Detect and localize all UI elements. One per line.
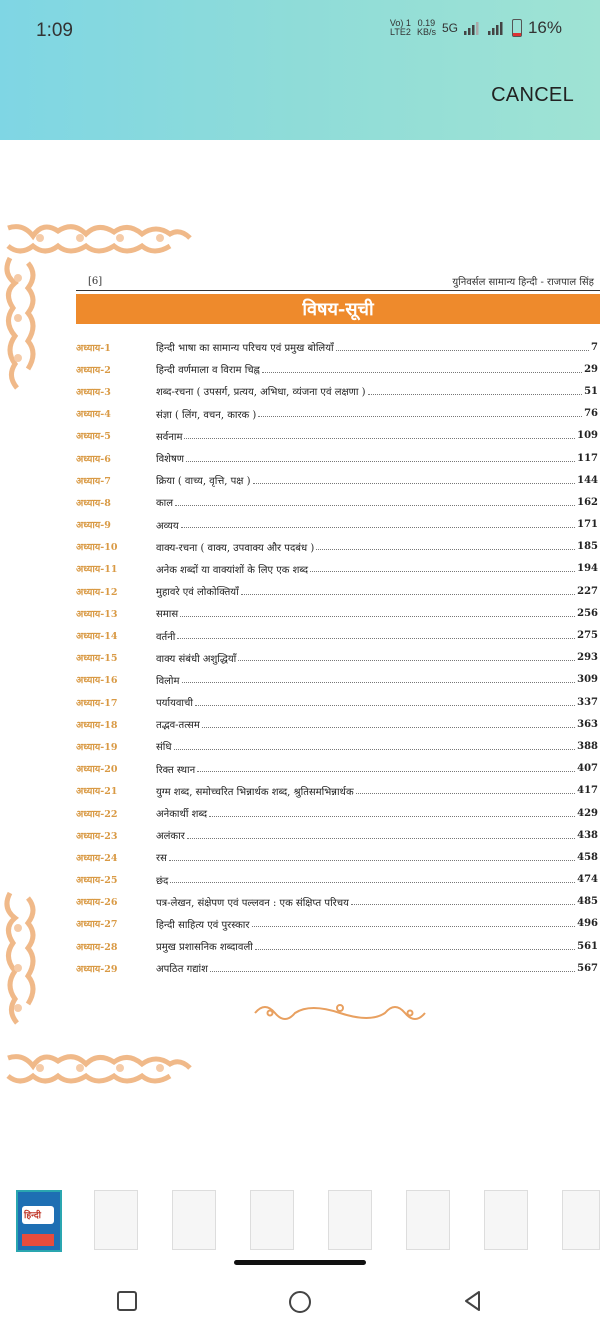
chapter-label: अध्याय-6 [76,453,111,465]
chapter-title: वर्तनी [156,631,176,643]
chapter-label: अध्याय-11 [76,564,118,576]
home-icon[interactable] [288,1290,312,1314]
chapter-title: अपठित गद्यांश [156,964,208,976]
chapter-page: 309 [577,674,598,686]
chapter-label: अध्याय-16 [76,675,118,687]
chapter-title: पर्यायवाची [156,698,193,710]
toc-entry[interactable] [76,802,598,824]
running-head: युनिवर्सल सामान्य हिन्दी - राजपाल सिंह [452,277,594,288]
chapter-title: पत्र-लेखन, संक्षेपण एवं पल्लवन : एक संक्षिप्त परिचय [156,897,349,909]
toc-entry[interactable] [76,447,598,469]
chapter-page: 227 [577,585,598,597]
toc-entry[interactable] [76,669,598,691]
chapter-page: 29 [584,363,598,375]
chapter-title: काल [156,498,174,510]
toc-entry[interactable] [76,358,598,380]
toc-entry[interactable] [76,869,598,891]
leader-dots [174,749,576,750]
toc-entry[interactable] [76,780,598,802]
recent-apps-icon[interactable] [116,1290,138,1312]
chapter-page: 388 [577,740,598,752]
chapter-title: क्रिया ( वाच्य, वृत्ति, पक्ष ) [156,476,251,488]
leader-dots [186,461,575,462]
chapter-title: शब्द-रचना ( उपसर्ग, प्रत्यय, अभिधा, व्यंजना एवं लक्षणा ) [156,387,366,399]
leader-dots [169,860,575,861]
toc-entry[interactable] [76,735,598,757]
status-icons [390,18,562,38]
divider-ornament [250,998,430,1028]
leader-dots [255,949,575,950]
leader-dots [195,705,575,706]
chapter-label: अध्याय-12 [76,586,118,598]
leader-dots [182,682,576,683]
chapter-label: अध्याय-27 [76,919,118,931]
toc-entry[interactable] [76,580,598,602]
chapter-title: मुहावरे एवं लोकोक्तियाँ [156,587,239,599]
toc-entry[interactable] [76,891,598,913]
chapter-title: तद्भव-तत्सम [156,720,200,732]
toc-entry[interactable] [76,469,598,491]
gesture-bar[interactable] [234,1260,366,1265]
leader-dots [258,416,582,417]
chapter-title: सर्वनाम [156,431,183,443]
chapter-title: रस [156,853,167,865]
chapter-title: विशेषण [156,454,184,466]
battery-level: 16% [527,18,562,37]
status-time: 1:09 [36,20,73,41]
chapter-page: 144 [577,474,598,486]
thumbnail-page[interactable] [328,1190,372,1250]
leader-dots [197,771,575,772]
chapter-title: संज्ञा ( लिंग, वचन, कारक ) [156,409,257,421]
toc-entry[interactable] [76,935,598,957]
chapter-page: 363 [577,718,598,730]
signal-icon-2 [488,21,506,35]
chapter-title: प्रमुख प्रशासनिक शब्दावली [156,942,253,954]
thumbnail-page[interactable] [484,1190,528,1250]
chapter-title: विलोम [156,675,180,687]
thumbnail-page[interactable] [172,1190,216,1250]
chapter-label: अध्याय-1 [76,342,111,354]
chapter-title: अलंकार [156,831,185,843]
chapter-page: 194 [577,563,598,575]
chapter-label: अध्याय-22 [76,808,118,820]
leader-dots [310,571,575,572]
chapter-label: अध्याय-25 [76,875,118,887]
chapter-page: 337 [577,696,598,708]
app-header [0,0,600,140]
thumbnail-cover-label: हिन्दी [24,1211,42,1221]
chapter-label: अध्याय-18 [76,719,118,731]
chapter-title: छंद [156,875,169,887]
leader-dots [177,638,575,639]
thumbnail-page[interactable] [94,1190,138,1250]
chapter-label: अध्याय-4 [76,409,111,421]
chapter-title: हिन्दी साहित्य एवं पुरस्कार [156,919,250,931]
chapter-title: वाक्य संबंधी अशुद्धियाँ [156,653,237,665]
system-navigation [0,1280,600,1333]
toc-entry[interactable] [76,758,598,780]
chapter-title: वाक्य-रचना ( वाक्य, उपवाक्य और पदबंध ) [156,542,315,554]
chapter-label: अध्याय-10 [76,542,118,554]
chapter-label: अध्याय-26 [76,897,118,909]
leader-dots [241,594,575,595]
chapter-title: संधि [156,742,172,754]
chapter-title: अनेक शब्दों या वाक्यांशों के लिए एक शब्द [156,564,309,576]
chapter-page: 7 [591,341,598,353]
leader-dots [180,616,575,617]
cancel-button[interactable]: CANCEL [491,84,574,106]
leader-dots [170,882,575,883]
chapter-title: हिन्दी वर्णमाला व विराम चिह्न [156,365,260,377]
toc-entry[interactable] [76,713,598,735]
chapter-page: 275 [577,630,598,642]
chapter-page: 407 [577,763,598,775]
chapter-page: 485 [577,896,598,908]
chapter-page: 561 [577,940,598,952]
chapter-page: 496 [577,918,598,930]
chapter-label: अध्याय-21 [76,786,118,798]
network-speed: 0.19 KB/s [416,18,436,37]
chapter-label: अध्याय-19 [76,741,118,753]
chapter-label: अध्याय-8 [76,497,111,509]
network-type: 5G [441,21,458,35]
toc-entry[interactable] [76,491,598,513]
chapter-page: 417 [577,785,598,797]
toc-entry[interactable] [76,558,598,580]
page-thumbnail-strip[interactable] [0,1182,600,1252]
leader-dots [368,394,583,395]
chapter-label: अध्याय-17 [76,697,118,709]
chapter-title: रिक्त स्थान [156,764,196,776]
back-icon[interactable] [462,1290,484,1312]
chapter-page: 429 [577,807,598,819]
toc-entry[interactable] [76,602,598,624]
chapter-label: अध्याय-28 [76,941,118,953]
chapter-label: अध्याय-23 [76,830,118,842]
chapter-page: 117 [577,452,598,464]
battery-icon [512,19,522,37]
leader-dots [187,838,575,839]
chapter-label: अध्याय-3 [76,386,111,398]
toc-entry[interactable] [76,624,598,646]
thumbnail-page[interactable] [562,1190,600,1250]
chapter-page: 256 [577,607,598,619]
leader-dots [209,816,575,817]
toc-entry[interactable] [76,403,598,425]
chapter-label: अध्याय-15 [76,653,118,665]
chapter-title: समास [156,609,179,621]
toc-entry[interactable] [76,380,598,402]
thumbnail-cover[interactable] [16,1190,62,1252]
toc-entry[interactable] [76,647,598,669]
chapter-page: 458 [577,851,598,863]
leader-dots [202,727,575,728]
toc-title: विषय-सूची [76,294,600,324]
chapter-label: अध्याय-5 [76,431,111,443]
chapter-page: 474 [577,874,598,886]
thumbnail-page[interactable] [406,1190,450,1250]
leader-dots [356,793,576,794]
chapter-label: अध्याय-24 [76,852,118,864]
chapter-page: 76 [584,408,598,420]
leader-dots [175,505,575,506]
toc-entry[interactable] [76,514,598,536]
leader-dots [316,549,575,550]
chapter-title: अव्यय [156,520,179,532]
document-page[interactable] [0,218,600,1098]
toc-entry[interactable] [76,913,598,935]
leader-dots [181,527,575,528]
thumbnail-page[interactable] [250,1190,294,1250]
chapter-label: अध्याय-14 [76,631,118,643]
chapter-page: 293 [577,652,598,664]
leader-dots [351,904,575,905]
volte-indicator: Vo) 1 LTE2 [389,18,411,37]
leader-dots [336,350,589,351]
toc-entry[interactable] [76,846,598,868]
toc-entry[interactable] [76,336,598,358]
chapter-label: अध्याय-13 [76,608,118,620]
signal-icon [464,21,482,35]
page-number: [6] [88,276,103,287]
chapter-page: 51 [584,385,598,397]
header-rule [76,290,600,291]
chapter-page: 438 [577,829,598,841]
toc-entry[interactable] [76,536,598,558]
leader-dots [262,372,582,373]
chapter-page: 109 [577,430,598,442]
toc-entry[interactable] [76,824,598,846]
chapter-label: अध्याय-20 [76,764,118,776]
chapter-label: अध्याय-7 [76,475,111,487]
chapter-title: हिन्दी भाषा का सामान्य परिचय एवं प्रमुख बोलियाँ [156,343,334,355]
chapter-page: 185 [577,541,598,553]
toc-list [76,336,598,979]
chapter-page: 171 [577,519,598,531]
chapter-label: अध्याय-29 [76,963,118,975]
leader-dots [184,438,575,439]
toc-entry[interactable] [76,957,598,979]
toc-entry[interactable] [76,691,598,713]
toc-entry[interactable] [76,425,598,447]
chapter-title: अनेकार्थी शब्द [156,809,208,821]
chapter-label: अध्याय-9 [76,520,111,532]
leader-dots [252,926,576,927]
chapter-page: 162 [577,496,598,508]
chapter-page: 567 [577,962,598,974]
leader-dots [238,660,575,661]
leader-dots [253,483,576,484]
chapter-label: अध्याय-2 [76,364,111,376]
leader-dots [210,971,575,972]
chapter-title: युग्म शब्द, समोच्चरित भिन्नार्थक शब्द, श्रुतिसमभिन्नार्थक [156,786,354,798]
